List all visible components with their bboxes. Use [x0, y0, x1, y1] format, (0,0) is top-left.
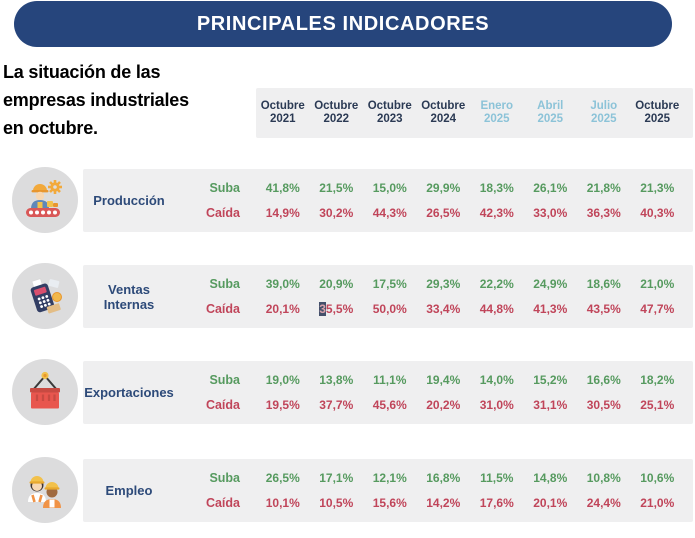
- ventas-data-band: [83, 265, 693, 328]
- value-cell: 16,6%: [586, 372, 621, 387]
- value-cell: 13,8%: [319, 372, 354, 387]
- value-cell: 20,1%: [265, 302, 300, 317]
- value-cell: 15,2%: [533, 372, 568, 387]
- caida-label: Caída: [205, 496, 240, 511]
- value-cell: 26,5%: [265, 470, 300, 485]
- production-worker-icon: [12, 167, 78, 233]
- value-cell: 17,6%: [479, 496, 514, 511]
- value-cell: 24,4%: [586, 496, 621, 511]
- value-cell: 21,0%: [640, 496, 675, 511]
- indicator-row-ventas-internas: [0, 263, 695, 330]
- value-cell: 42,3%: [479, 206, 514, 221]
- suba-label: Suba: [209, 276, 240, 291]
- empleo-data-band: [83, 459, 693, 522]
- value-cell: 16,8%: [426, 470, 461, 485]
- value-cell: 30,2%: [319, 206, 354, 221]
- value-cell: 17,1%: [319, 470, 354, 485]
- value-cell: 41,8%: [265, 180, 300, 195]
- value-cell: 29,9%: [426, 180, 461, 195]
- value-cell: 10,6%: [640, 470, 675, 485]
- value-cell: 39,0%: [265, 276, 300, 291]
- page-title: PRINCIPALES INDICADORES: [196, 12, 490, 35]
- value-cell: 40,3%: [640, 206, 675, 221]
- produccion-data-band: [83, 169, 693, 232]
- shipping-container-icon: [12, 359, 78, 425]
- suba-label: Suba: [209, 372, 240, 387]
- value-cell: 26,1%: [533, 180, 568, 195]
- pos-terminal-icon: [12, 263, 78, 329]
- value-cell: 19,0%: [265, 372, 300, 387]
- value-cell: 20,1%: [533, 496, 568, 511]
- suba-label: Suba: [209, 470, 240, 485]
- period-header-row: [256, 88, 693, 138]
- value-cell: 10,5%: [319, 496, 354, 511]
- intro-line-3: en octubre.: [3, 118, 98, 138]
- value-cell: 14,9%: [265, 206, 300, 221]
- value-cell: 18,6%: [586, 276, 621, 291]
- value-cell: 17,5%: [372, 276, 407, 291]
- value-cell: 10,1%: [265, 496, 300, 511]
- value-cell: 21,5%: [319, 180, 354, 195]
- indicator-row-produccion: [0, 167, 695, 234]
- value-cell: 44,8%: [479, 302, 514, 317]
- value-cell: 31,1%: [533, 398, 568, 413]
- intro-line-1: La situación de las: [3, 62, 161, 82]
- indicator-name: Ventas Internas: [103, 281, 155, 312]
- value-cell: 18,2%: [640, 372, 675, 387]
- value-cell: 15,0%: [372, 180, 407, 195]
- value-cell: 21,3%: [640, 180, 675, 195]
- value-cell: 36,3%: [586, 206, 621, 221]
- value-cell: 43,5%: [586, 302, 621, 317]
- caida-label: Caída: [205, 398, 240, 413]
- intro-line-2: empresas industriales: [3, 90, 189, 110]
- column-header: Julio 2025: [590, 100, 618, 125]
- suba-label: Suba: [209, 180, 240, 195]
- value-cell: 31,0%: [479, 398, 514, 413]
- value-cell: 12,1%: [372, 470, 407, 485]
- value-cell-selected: 35,5%: [319, 302, 354, 317]
- indicator-row-empleo: [0, 457, 695, 524]
- exportaciones-data-band: [83, 361, 693, 424]
- value-cell: 20,2%: [426, 398, 461, 413]
- value-cell: 26,5%: [426, 206, 461, 221]
- value-cell: 37,7%: [319, 398, 354, 413]
- value-cell: 50,0%: [372, 302, 407, 317]
- value-cell: 19,4%: [426, 372, 461, 387]
- indicator-row-exportaciones: [0, 359, 695, 426]
- value-cell: 25,1%: [640, 398, 675, 413]
- value-cell: 33,0%: [533, 206, 568, 221]
- column-header: Octubre 2021: [260, 100, 305, 125]
- construction-workers-icon: [12, 457, 78, 523]
- column-header: Octubre 2022: [314, 100, 359, 125]
- value-cell: 14,8%: [533, 470, 568, 485]
- indicator-name: Empleo: [105, 483, 153, 498]
- value-cell: 21,8%: [586, 180, 621, 195]
- value-cell: 21,0%: [640, 276, 675, 291]
- value-cell: 11,5%: [480, 470, 514, 485]
- value-cell: 11,1%: [373, 372, 407, 387]
- caida-label: Caída: [205, 206, 240, 221]
- caida-label: Caída: [205, 302, 240, 317]
- value-cell: 18,3%: [479, 180, 514, 195]
- value-cell: 19,5%: [265, 398, 300, 413]
- indicator-name: Exportaciones: [84, 385, 174, 400]
- value-cell: 30,5%: [586, 398, 621, 413]
- column-header: Abril 2025: [537, 100, 564, 125]
- value-cell: 24,9%: [533, 276, 568, 291]
- column-header: Octubre 2023: [367, 100, 412, 125]
- value-cell: 29,3%: [426, 276, 461, 291]
- title-banner: [14, 1, 672, 47]
- value-cell: 44,3%: [372, 206, 407, 221]
- value-cell: 45,6%: [372, 398, 407, 413]
- value-cell: 15,6%: [372, 496, 407, 511]
- indicator-name: Producción: [93, 193, 165, 208]
- value-cell: 10,8%: [586, 470, 621, 485]
- value-cell: 47,7%: [640, 302, 675, 317]
- value-cell: 14,0%: [479, 372, 514, 387]
- value-cell: 20,9%: [319, 276, 354, 291]
- column-header: Enero 2025: [480, 100, 514, 125]
- value-cell: 33,4%: [426, 302, 461, 317]
- value-cell: 22,2%: [479, 276, 514, 291]
- value-cell: 41,3%: [533, 302, 568, 317]
- intro-text: [3, 58, 253, 142]
- column-header: Octubre 2025: [635, 100, 680, 125]
- value-cell: 14,2%: [426, 496, 461, 511]
- column-header: Octubre 2024: [421, 100, 466, 125]
